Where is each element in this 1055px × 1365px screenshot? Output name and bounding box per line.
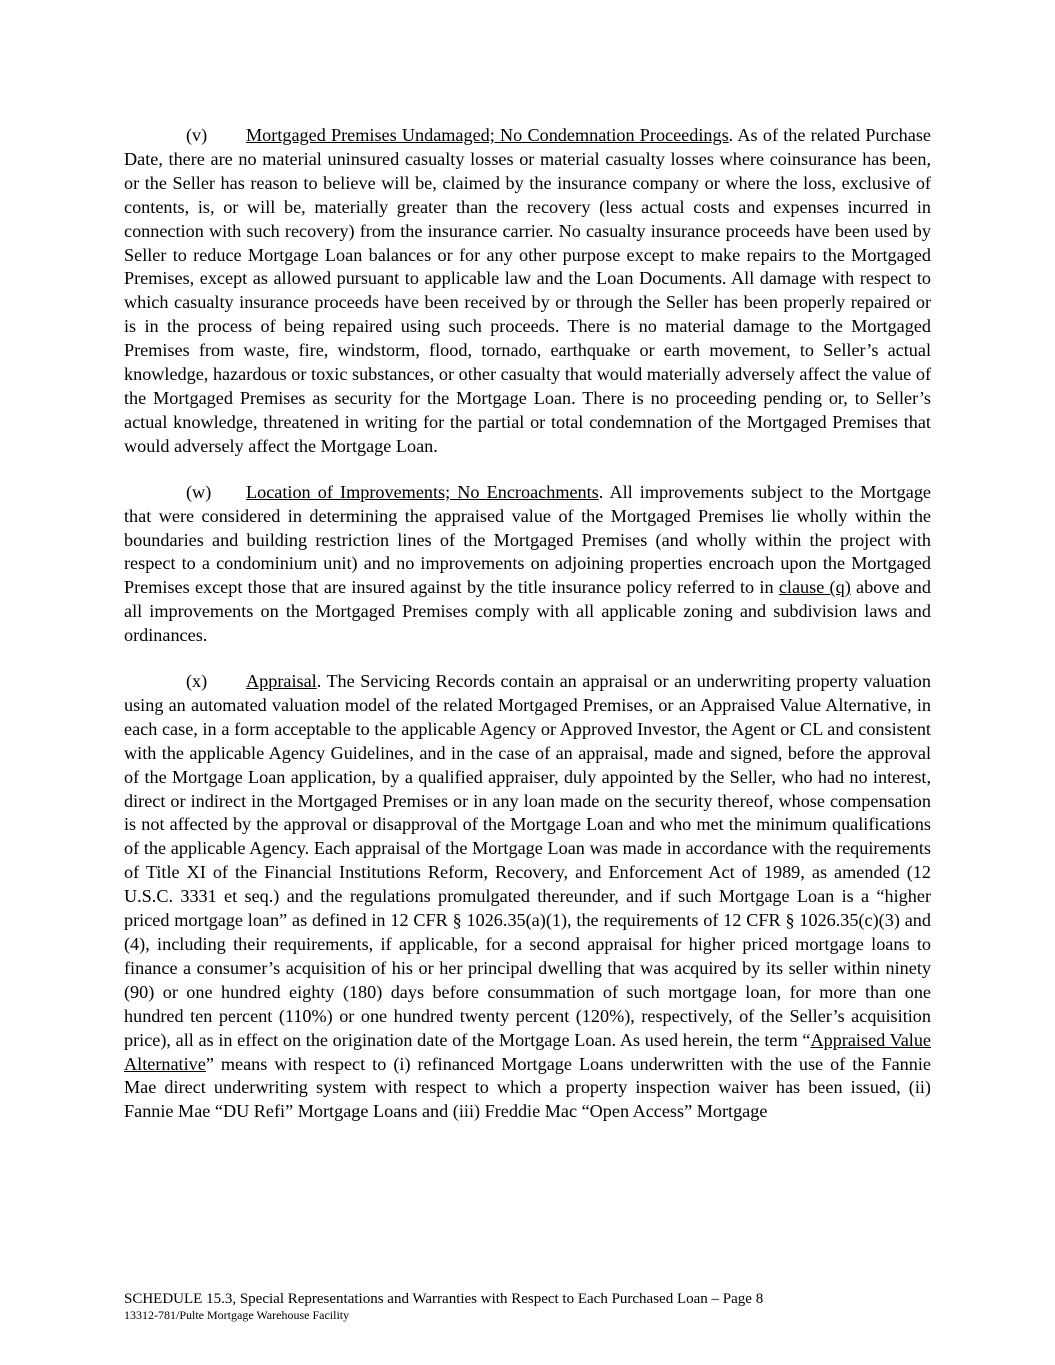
section-number: (w) [186,481,212,502]
footer-docid: 13312-781/Pulte Mortgage Warehouse Facility [124,1308,350,1322]
section-w [124,481,931,648]
page-footer [124,1290,763,1322]
document-page [124,124,931,1146]
section-body: ” means with respect to (i) refinanced Mortgage Loans underwritten with the use of the Fannie Mae direct underwriting system with respect to which a property inspection waiver has been issued, (ii) Fannie Mae “DU Refi” Mortgage Loans and (iii) Freddie Mac “Open Access” Mortgage [124,1053,931,1122]
section-heading: Location of Improvements; No Encroachments [246,481,599,502]
section-number: (v) [186,125,208,145]
section-body: . The Servicing Records contain an appraisal or an underwriting property valuation using an automated valuation model of the related Mortgaged Premises, or an Appraised Value Alternative, in each case, in a form acceptable to the applicable Agency or Approved Investor, the Agent or CL and consistent with the applicable Agency Guidelines, and in the case of an appraisal, made and signed, before the approval of the Mortgage Loan application, by a qualified appraiser, duly appointed by the Seller, who had no interest, direct or indirect in the Mortgaged Premises or in any loan made on the security thereof, whose compensation is not affected by the approval or disapproval of the Mortgage Loan and who met the minimum qualifications of the applicable Agency. Each appraisal of the Mortgage Loan was made in accordance with the requirements of Title XI of the Financial Institutions Reform, Recovery, and Enforcement Act of 1989, as amended (12 U.S.C. 3331 et seq.) and the regulations promulgated thereunder, and if such Mortgage Loan is a “higher priced mortgage loan” as defined in 12 CFR § 1026.35(a)(1), the requirements of 12 CFR § 1026.35(c)(3) and (4), including their requirements, if applicable, for a second appraisal for higher priced mortgage loans to finance a consumer’s acquisition of his or her principal dwelling that was acquired by its seller within ninety (90) or one hundred eighty (180) days before consummation of such mortgage loan, for more than one hundred ten percent (110%) or one hundred twenty percent (120%), respectively, of the Seller’s acquisition price), all as in effect on the origination date of the Mortgage Loan. As used herein, the term “ [124,671,931,1050]
section-body: . As of the related Purchase Date, there are no material uninsured casualty losses or material casualty losses where coinsurance has been, or the Seller has reason to believe will be, claimed by the insurance company or where the loss, exclusive of contents, is, or will be, materially greater than the recovery (less actual costs and expenses incurred in connection with such recovery) from the insurance carrier. No casualty insurance proceeds have been used by Seller to reduce Mortgage Loan balances or for any other purpose except to make repairs to the Mortgaged Premises, except as allowed pursuant to applicable law and the Loan Documents. All damage with respect to which casualty insurance proceeds have been received by or through the Seller has been properly repaired or is in the process of being repaired using such proceeds. There is no material damage to the Mortgaged Premises from waste, fire, windstorm, flood, tornado, earthquake or earth movement, to Seller’s actual knowledge, hazardous or toxic substances, or other casualty that would materially adversely affect the value of the Mortgaged Premises as security for the Mortgage Loan. There is no proceeding pending or, to Seller’s actual knowledge, threatened in writing for the partial or total condemnation of the Mortgaged Premises that would adversely affect the Mortgage Loan. [124,125,931,456]
defined-term: Appraised Value Alternative [124,1029,931,1074]
section-body: . All improvements subject to the Mortgage that were considered in determining the appraised value of the Mortgaged Premises lie wholly within the boundaries and building restriction lines of the Mortgaged Premises (and wholly within the project with respect to a condominium unit) and no improvements on adjoining properties encroach upon the Mortgaged Premises except those that are insured against by the title insurance policy referred to in [124,481,931,598]
section-heading: Mortgaged Premises Undamaged; No Condemnation Proceedings [246,125,729,145]
footer-title: SCHEDULE 15.3, Special Representations and Warranties with Respect to Each Purchased Loan – Page 8 [124,1291,764,1307]
section-number: (x) [186,671,208,692]
section-v [124,124,931,459]
clause-reference: clause (q) [778,577,851,598]
section-x [124,670,931,1124]
section-heading: Appraisal [246,671,317,692]
section-body: above and all improvements on the Mortgaged Premises comply with all applicable zoning and subdivision laws and ordinances. [124,577,931,646]
